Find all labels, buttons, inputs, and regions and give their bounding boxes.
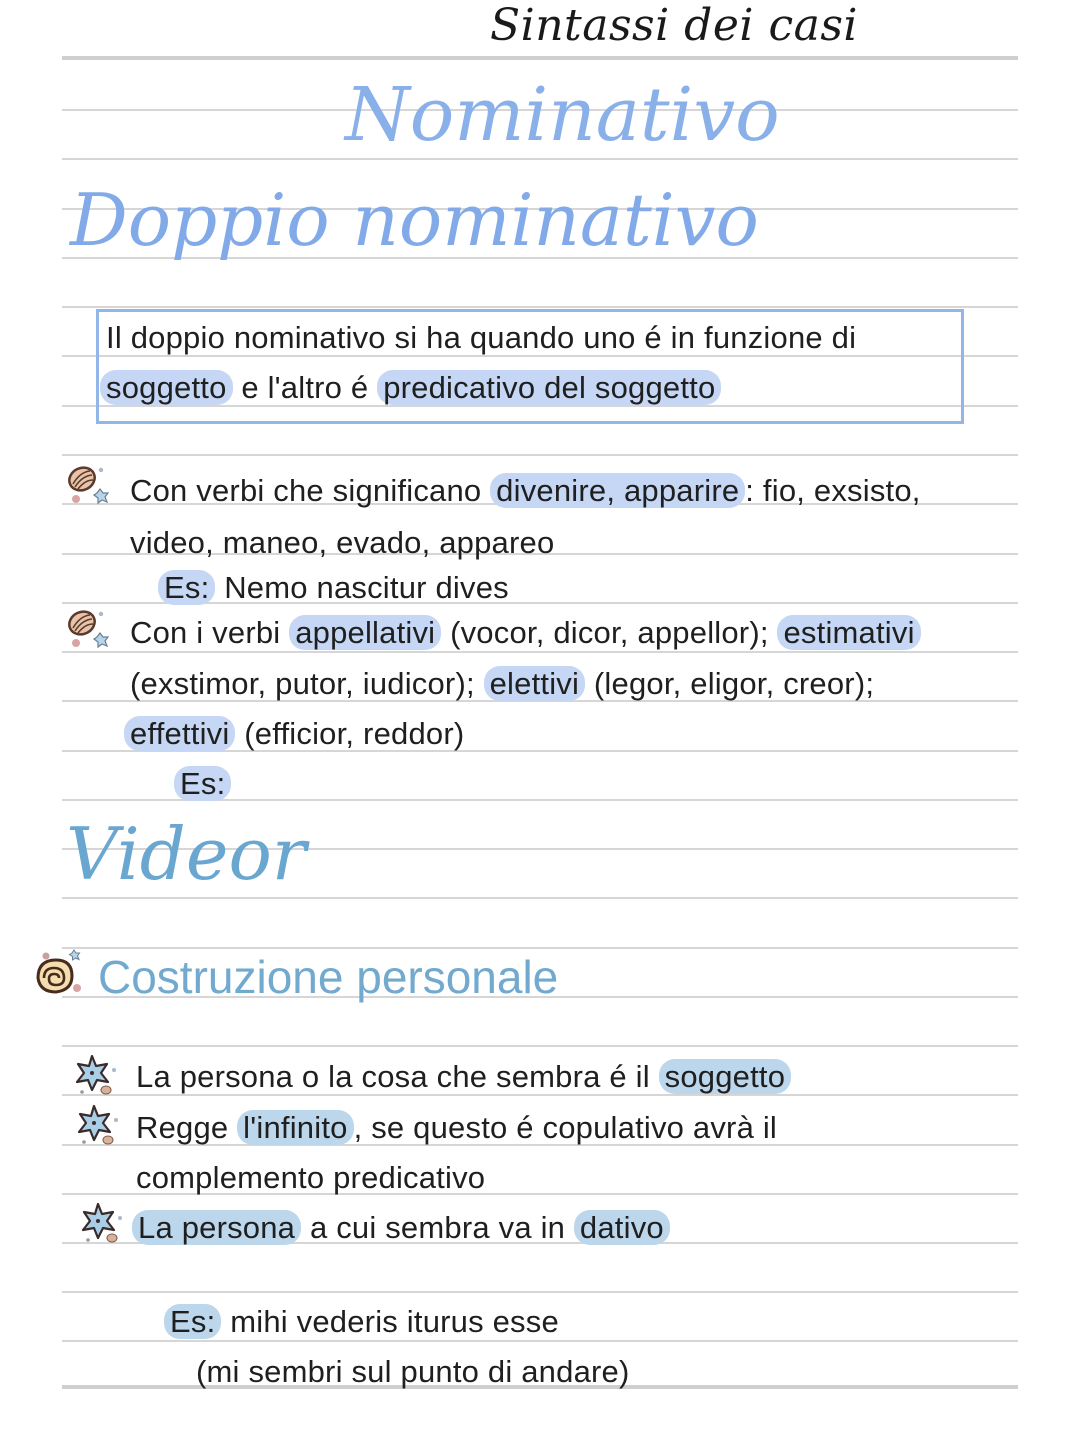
- highlight: elettivi: [484, 666, 585, 701]
- example-label: Es:: [174, 766, 231, 801]
- definition-line-2: soggetto e l'altro é predicativo del soggetto: [100, 370, 721, 406]
- definition-line-1: Il doppio nominativo si ha quando uno é in funzione di: [106, 320, 857, 355]
- example-label: Es:: [158, 570, 215, 605]
- subheading-doppio-nominativo: Doppio nominativo: [70, 178, 759, 262]
- highlight: predicativo del soggetto: [377, 370, 721, 405]
- videor-example-translation: (mi sembri sul punto di andare): [196, 1354, 630, 1389]
- starfish-icon: [74, 1054, 120, 1098]
- rule-line: [62, 1340, 1018, 1342]
- bullet-1-line-2: video, maneo, evado, appareo: [130, 525, 555, 560]
- section-heading-videor: Videor: [66, 812, 307, 896]
- rule-line: [62, 306, 1018, 308]
- section-heading-nominativo: Nominativo: [345, 72, 780, 158]
- videor-bullet-1: La persona o la cosa che sembra é il soggetto: [136, 1059, 791, 1095]
- bullet-2-line-2: (exstimor, putor, iudicor); elettivi (legor, eligor, creor);: [130, 666, 875, 701]
- highlight: divenire, apparire: [490, 473, 745, 508]
- videor-example: Es: mihi vederis iturus esse: [164, 1304, 559, 1340]
- starfish-icon: [80, 1202, 126, 1246]
- highlight: appellativi: [289, 615, 441, 650]
- highlight: l'infinito: [237, 1110, 353, 1145]
- rule-line: [62, 158, 1018, 160]
- example-label: Es:: [164, 1304, 221, 1339]
- videor-bullet-2-line-2: complemento predicativo: [136, 1160, 486, 1195]
- highlight: soggetto: [659, 1059, 792, 1094]
- rule-line: [62, 1045, 1018, 1047]
- highlight: La persona: [132, 1210, 301, 1245]
- rule-line: [62, 897, 1018, 899]
- seashell-icon: [64, 462, 112, 508]
- highlight: dativo: [574, 1210, 670, 1245]
- page-title: Sintassi dei casi: [490, 0, 858, 51]
- highlight: estimativi: [777, 615, 920, 650]
- seashell-icon: [64, 606, 112, 652]
- bullet-1-line-1: Con verbi che significano divenire, apparire : fio, exsisto,: [130, 473, 921, 508]
- example-1: Es: Nemo nascitur dives: [158, 570, 509, 606]
- highlight: effettivi: [124, 716, 235, 751]
- example-2: [174, 766, 231, 802]
- rule-line: [62, 1291, 1018, 1293]
- starfish-icon: [76, 1104, 122, 1148]
- bullet-2-line-3: effettivi (efficior, reddor): [124, 716, 464, 752]
- highlight: soggetto: [100, 370, 233, 405]
- bullet-2-line-1: Con i verbi appellativi (vocor, dicor, appellor); estimativi: [130, 615, 921, 651]
- rule-line: [62, 651, 1018, 653]
- rule-line: [62, 947, 1018, 949]
- snail-shell-icon: [32, 948, 94, 1000]
- videor-bullet-2-line-1: Regge l'infinito , se questo é copulativo avrà il: [136, 1110, 778, 1145]
- rule-line: [62, 56, 1018, 60]
- subheading-costruzione-personale: Costruzione personale: [98, 951, 559, 1003]
- rule-line: [62, 454, 1018, 456]
- videor-bullet-3: La persona a cui sembra va in dativo: [132, 1210, 670, 1246]
